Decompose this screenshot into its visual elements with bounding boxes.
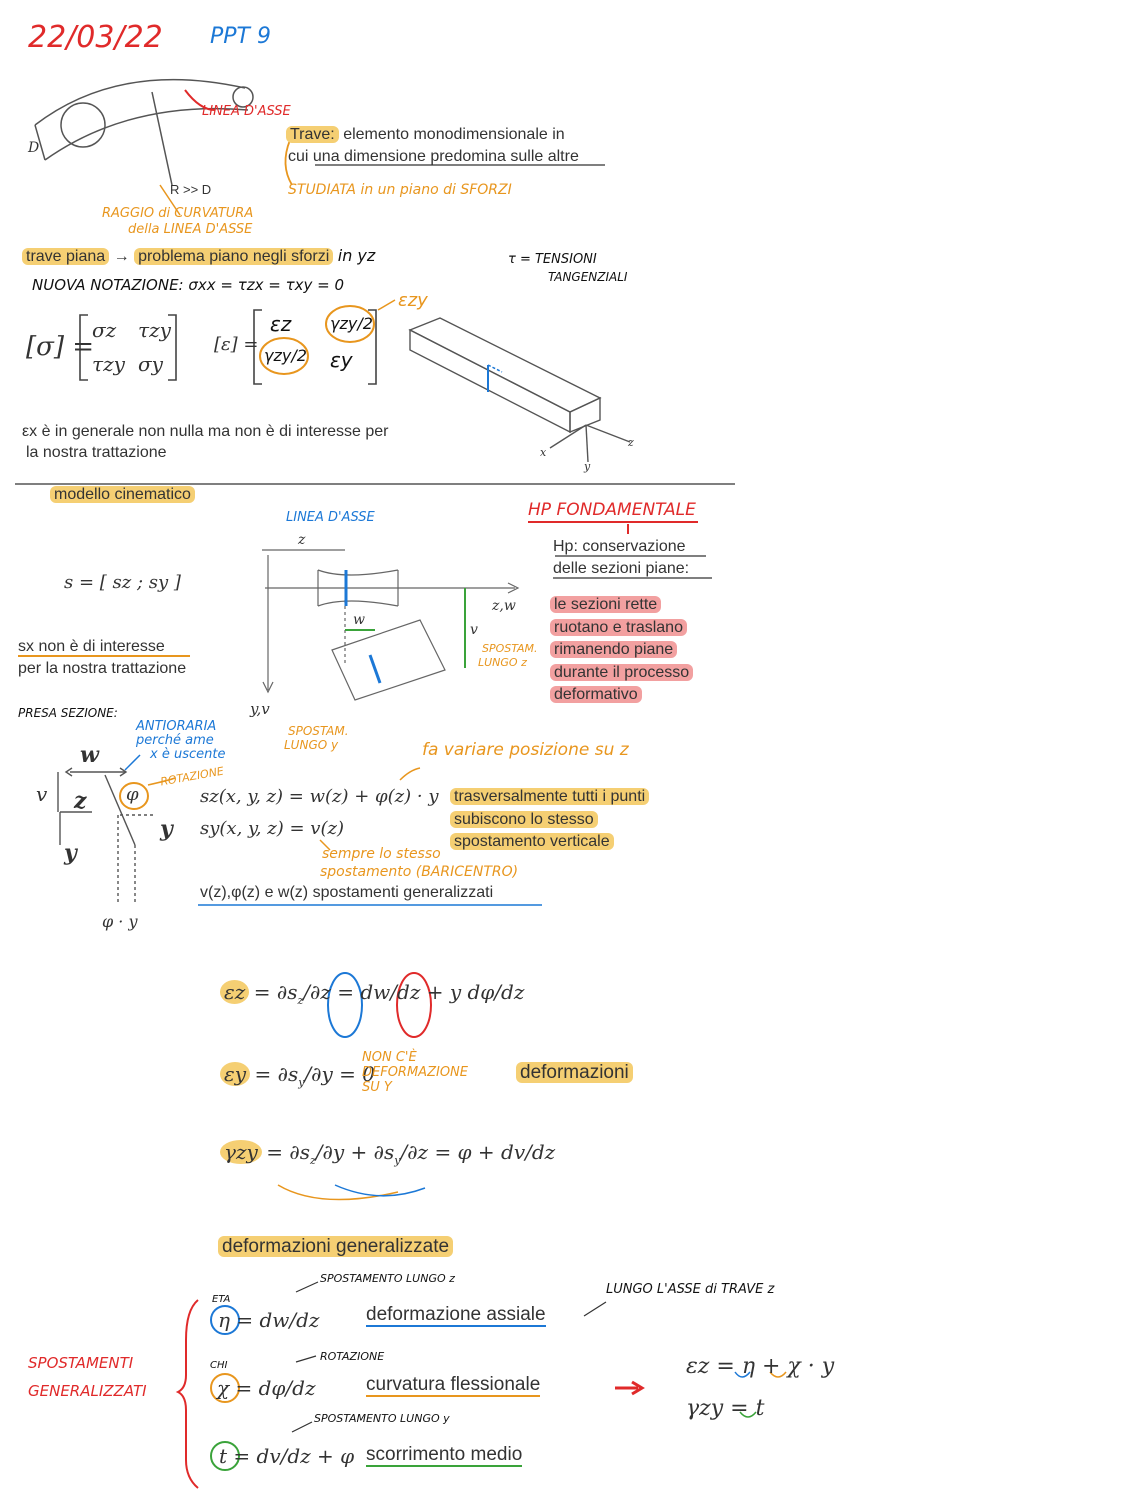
note-linea-asse: LINEA D'ASSE (202, 104, 291, 119)
note-lungo-asse: LUNGO L'ASSE di TRAVE z (606, 1282, 775, 1297)
sec-fig-phiy: φ · y (102, 912, 138, 931)
note-in-yz: in yz (337, 246, 376, 265)
eq-sy: sy(x, y, z) = v(z) (200, 818, 344, 839)
note-eps-zy: εzy (398, 290, 428, 311)
fig-label-d: D (28, 140, 40, 156)
diag-label-w: w (353, 612, 365, 628)
note-linea-asse-2: LINEA D'ASSE (286, 510, 375, 525)
note-nuova-notazione: NUOVA NOTAZIONE: σxx = τzx = τxy = 0 (32, 276, 345, 294)
note-spostam-z-2: LUNGO z (478, 656, 527, 669)
note-rotazione: ROTAZIONE (159, 764, 225, 789)
note-raggio-1: RAGGIO di CURVATURA (102, 206, 254, 221)
beam-axis-x: x (540, 446, 547, 459)
eps-11: εz (270, 312, 292, 336)
note-presa-sezione: PRESA SEZIONE: (18, 706, 118, 720)
trave-definition (286, 126, 565, 144)
formula-eps-z: $\varepsilon z = \partial s_z/\partial z = dw/dz + y$ dφ/dz (220, 980, 524, 1007)
diag-label-zw: z,w (492, 598, 516, 614)
formula-t: t = dv/dz + φ (219, 1444, 355, 1468)
hp-line-2: delle sezioni piane: (553, 560, 690, 577)
sec-fig-v: v (36, 782, 48, 806)
result-eps-z: εz = η + χ · y (686, 1354, 835, 1379)
sx-line-1: sx non è di interesse (18, 638, 165, 655)
note-studiata: STUDIATA in un piano di SFORZI (288, 182, 512, 198)
formula-chi: χ = dφ/dz (217, 1376, 316, 1400)
note-spostam-y-1: SPOSTAM. (288, 724, 349, 738)
beam-3d-figure (410, 318, 630, 462)
title-deformazioni-generalizzate: deformazioni generalizzate (218, 1236, 453, 1258)
eps-label: [ε] = (214, 334, 259, 355)
result-gamma: γzy = t (686, 1396, 765, 1421)
sx-line-2: per la nostra trattazione (18, 660, 187, 677)
label-def-assiale: deformazione assiale (366, 1304, 546, 1325)
hp-line-1: Hp: conservazione (553, 538, 686, 555)
note-rotazione-2: ROTAZIONE (320, 1350, 385, 1363)
sigma-label: [σ] = (26, 332, 95, 362)
note-ppt: PPT 9 (210, 24, 271, 49)
beam-axis-y: y (584, 460, 591, 473)
note-hp-fondamentale: HP FONDAMENTALE (528, 500, 696, 520)
eps-x-line-1: εx è in generale non nulla ma non è di interesse per (22, 423, 389, 440)
note-sp-lungo-y: SPOSTAMENTO LUNGO y (314, 1412, 450, 1425)
note-chi: CHI (210, 1360, 228, 1371)
note-sempre-1: sempre lo stesso (322, 846, 441, 862)
sec-fig-y2: y (64, 840, 77, 866)
trave-term: Trave: (286, 126, 339, 143)
sec-fig-w: w (80, 742, 99, 768)
trave-def-1: elemento monodimensionale in (343, 126, 565, 143)
label-scorrimento: scorrimento medio (366, 1444, 523, 1465)
trave-piana: trave piana (22, 248, 109, 265)
formula-eta: η = dw/dz (218, 1308, 320, 1332)
sigma-22: σy (138, 352, 163, 376)
trave-piana-line: trave piana → problema piano negli sforzi in yz (22, 246, 375, 266)
sigma-12: τzy (138, 318, 171, 342)
eps-x-line-2: la nostra trattazione (26, 444, 167, 461)
diag-label-yv: y,v (250, 700, 270, 718)
label-deformazioni: deformazioni (516, 1062, 633, 1084)
note-sempre-2: spostamento (BARICENTRO) (320, 864, 519, 880)
sec-fig-y: y (160, 816, 173, 842)
note-spostamenti-1: SPOSTAMENTI (28, 1354, 134, 1372)
note-non-ce: NON C'È DEFORMAZIONE SU Y (362, 1050, 468, 1095)
beam-axis-z: z (628, 436, 634, 449)
formula-gamma: $\gamma zy = \partial s_z/\partial y + \partial s_y/\partial z = \varphi + dv/dz$ (220, 1140, 555, 1167)
curved-beam-figure (35, 80, 253, 185)
note-raggio-2: della LINEA D'ASSE (128, 222, 253, 237)
note-spostamenti-2: GENERALIZZATI (28, 1382, 147, 1400)
eq-sz: sz(x, y, z) = w(z) + φ(z) · y (200, 786, 439, 807)
note-spostam-y-2: LUNGO y (284, 738, 339, 752)
generalized-displacements: v(z),φ(z) e w(z) spostamenti generalizzati (200, 884, 494, 901)
label-curvatura: curvatura flessionale (366, 1374, 541, 1395)
hp-body: le sezioni rette ruotano e traslano rimanendo piane durante il processo deformativo (550, 594, 693, 707)
trasv-block: trasversalmente tutti i punti subiscono lo stesso spostamento verticale (450, 786, 649, 854)
diag-label-v: v (470, 622, 478, 638)
kinematic-diagram (262, 550, 518, 700)
problema-piano: problema piano negli sforzi (134, 248, 333, 265)
sec-fig-z: z (74, 788, 87, 814)
note-tau-2: TANGENZIALI (548, 270, 628, 284)
sigma-21: τzy (92, 352, 125, 376)
sec-fig-phi: φ (126, 784, 139, 805)
note-date: 22/03/22 (28, 20, 163, 55)
note-fa-variare: fa variare posizione su z (422, 740, 629, 760)
note-spostam-z-1: SPOSTAM. (482, 642, 538, 655)
eps-22: εy (330, 348, 353, 372)
eps-21: γzy/2 (264, 346, 307, 365)
title-modello-cinematico: modello cinematico (50, 486, 195, 504)
eps-12: γzy/2 (330, 314, 373, 333)
s-vector: s = [ sz ; sy ] (64, 572, 181, 593)
trave-def-2: cui una dimensione predomina sulle altre (288, 148, 579, 165)
formula-eps-y: $\varepsilon y = \partial s_y/\partial y = 0$ (220, 1062, 375, 1089)
note-tau-1: τ = TENSIONI (508, 252, 597, 267)
sigma-11: σz (92, 318, 117, 342)
diag-label-z: z (298, 532, 306, 548)
fig-label-r: R >> D (170, 182, 212, 197)
note-antioraria: ANTIORARIA perché ame x è uscente (136, 719, 226, 762)
section-figure (58, 768, 155, 905)
note-eta: ETA (212, 1294, 231, 1305)
note-sp-lungo-z: SPOSTAMENTO LUNGO z (320, 1272, 455, 1285)
